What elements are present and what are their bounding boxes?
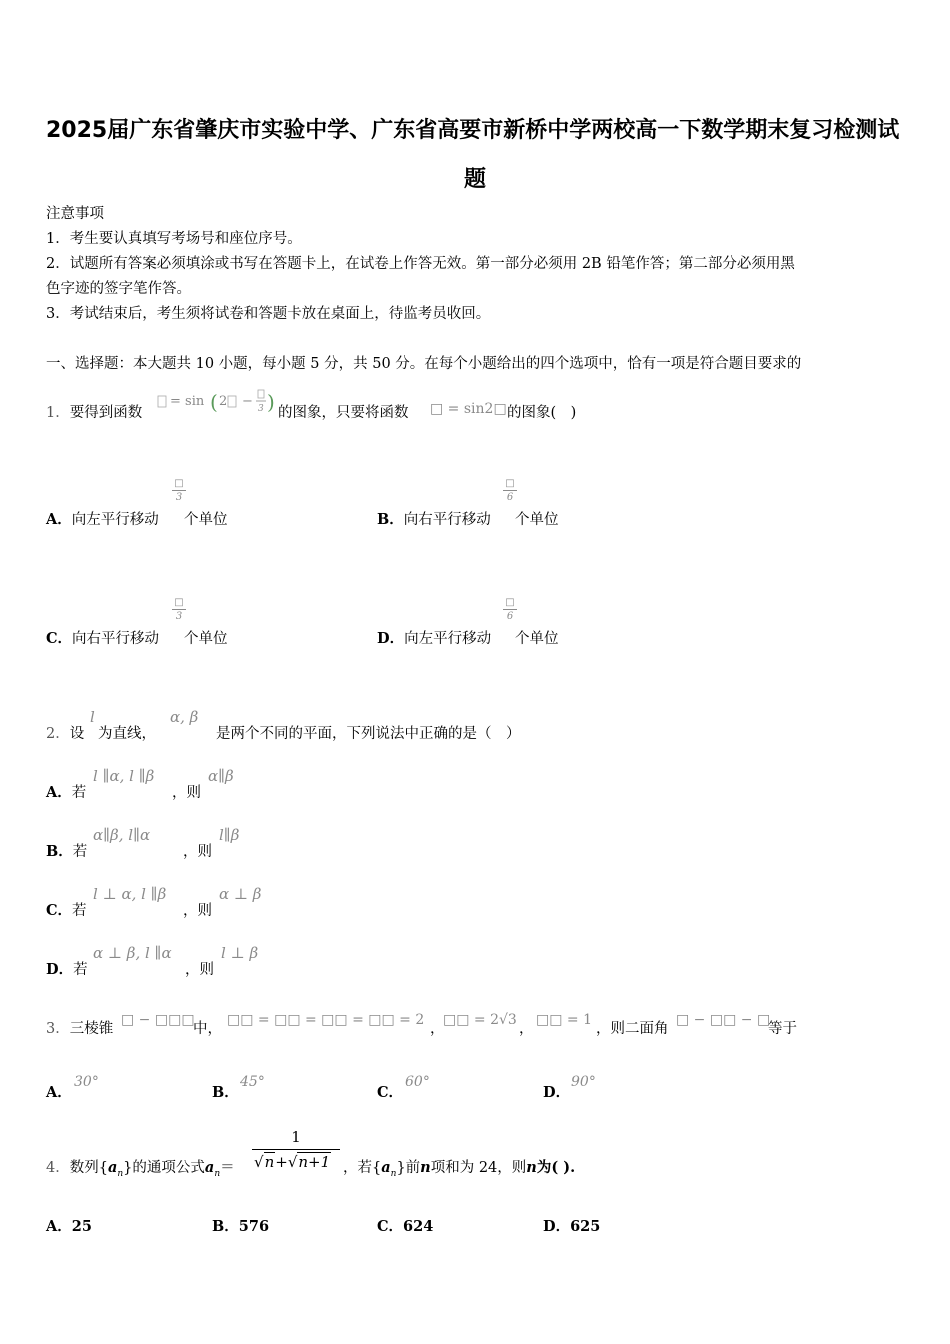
option-letter: D． xyxy=(377,630,405,647)
question-text-c: ，若$\{a_n\}$前n项和为 24，则n为( ). xyxy=(343,1159,576,1179)
math-pyramid: □ − □□□ xyxy=(121,1012,195,1028)
option-a[interactable]: A．若 xyxy=(46,784,87,801)
fraction-numerator: 1 xyxy=(291,1128,301,1146)
math-edge-2: □□ = 2√3 xyxy=(443,1012,517,1028)
svg-text:= sin: = sin xyxy=(170,394,205,409)
option-letter: C． xyxy=(46,630,73,647)
math-condition: l ∥α, l ∥β xyxy=(93,767,155,785)
question-text: 要得到函数 xyxy=(69,405,143,421)
fraction: □ 3 xyxy=(172,597,186,622)
option-a-suffix: 个单位 xyxy=(184,512,228,528)
page-title: 2025届广东省肇庆市实验中学、广东省高要市新桥中学两校高一下数学期末复习检测试 xyxy=(46,118,900,143)
option-d[interactable]: D． xyxy=(543,1084,571,1101)
math-formula-2: □ = sin2□ xyxy=(430,401,507,417)
option-b[interactable]: B． xyxy=(212,1084,239,1101)
math-condition: α ⊥ β, l ∥α xyxy=(93,944,172,962)
question-number: 3． xyxy=(46,1021,70,1037)
fraction: □ 6 xyxy=(503,478,517,503)
fraction-denominator: √n+√n+1 xyxy=(254,1153,331,1171)
option-then: ，则 xyxy=(183,903,212,919)
option-value: 45° xyxy=(240,1074,265,1090)
question-text-b: 的图象，只要将函数 xyxy=(278,405,409,421)
section-heading: 一、选择题：本大题共 10 小题，每小题 5 分，共 50 分。在每个小题给出的四个选项中，恰有一项是符合题目要求的 xyxy=(46,356,802,372)
option-b[interactable]: B．若 xyxy=(46,843,88,860)
notice-item-3: 3．考试结束后，考生须将试卷和答题卡放在桌面上，待监考员收回。 xyxy=(46,306,491,322)
question-4: 4．数列$\{a_n\}$的通项公式$a_n=$ xyxy=(46,1159,235,1179)
question-text: 设 xyxy=(69,726,85,742)
fraction: □ 3 xyxy=(172,478,186,503)
math-condition: l ⊥ α, l ∥β xyxy=(93,885,167,903)
comma: ， xyxy=(430,1021,445,1037)
question-text-c: ，则二面角 xyxy=(596,1021,669,1037)
question-1 xyxy=(46,401,142,422)
option-then: ，则 xyxy=(183,844,212,860)
option-value: 90° xyxy=(571,1074,596,1090)
svg-text:(: ( xyxy=(210,390,218,414)
option-d-suffix: 个单位 xyxy=(515,631,559,647)
option-text: 向左平行移动 xyxy=(71,512,159,528)
notice-heading: 注意事项 xyxy=(46,206,104,222)
option-text: 向右平行移动 xyxy=(403,512,491,528)
math-conclusion: l∥β xyxy=(219,826,240,844)
question-text-d: 等于 xyxy=(768,1021,797,1037)
option-b[interactable]: B．576 xyxy=(212,1218,270,1235)
question-text: 数列{ xyxy=(69,1160,108,1176)
math-dihedral: □ − □□ − □ xyxy=(676,1012,771,1028)
svg-text:3: 3 xyxy=(258,404,264,414)
option-d[interactable]: D．若 xyxy=(46,961,88,978)
option-b[interactable] xyxy=(377,508,491,529)
option-then: ，则 xyxy=(172,785,201,801)
math-equal-edges: □□ = □□ = □□ = □□ = 2 xyxy=(227,1012,425,1028)
question-text-b: 为直线， xyxy=(98,726,156,742)
option-c-suffix: 个单位 xyxy=(184,631,228,647)
svg-text:2: 2 xyxy=(219,394,228,409)
fraction-bar xyxy=(252,1149,340,1150)
option-a[interactable]: A． xyxy=(46,1084,72,1101)
question-2 xyxy=(46,722,84,743)
comma: ， xyxy=(519,1021,534,1037)
question-text-c: 的图象( ) xyxy=(507,405,577,421)
option-a[interactable]: A．25 xyxy=(46,1218,92,1235)
question-text-b: 中， xyxy=(193,1021,222,1037)
option-value: 30° xyxy=(74,1074,99,1090)
option-c[interactable]: C． xyxy=(377,1084,404,1101)
option-value: 60° xyxy=(405,1074,430,1090)
option-c[interactable]: C．若 xyxy=(46,902,87,919)
page-title-cont: 题 xyxy=(464,167,487,192)
notice-item-2-cont: 色字迹的签字笔作答。 xyxy=(46,281,191,297)
question-text: 三棱锥 xyxy=(69,1021,114,1037)
question-number: 2． xyxy=(46,726,70,742)
option-letter: A． xyxy=(46,511,72,528)
question-number: 4． xyxy=(46,1160,70,1176)
option-c[interactable] xyxy=(46,627,159,648)
math-condition: α∥β, l∥α xyxy=(93,826,151,844)
math-l: l xyxy=(90,708,95,726)
svg-text:): ) xyxy=(267,390,275,414)
option-b-suffix: 个单位 xyxy=(515,512,559,528)
option-d[interactable] xyxy=(377,627,491,648)
question-text-c: 是两个不同的平面，下列说法中正确的是（ ） xyxy=(216,726,521,742)
option-a[interactable] xyxy=(46,508,159,529)
formula-graphic xyxy=(156,388,278,418)
option-text: 向左平行移动 xyxy=(404,631,492,647)
notice-item-1: 1．考生要认真填写考场号和座位序号。 xyxy=(46,231,302,247)
math-formula xyxy=(156,388,278,418)
svg-text:−: − xyxy=(242,394,253,409)
option-then: ，则 xyxy=(185,962,214,978)
math-alpha-beta: α, β xyxy=(170,708,199,726)
notice-item-2: 2．试题所有答案必须填涂或书写在答题卡上，在试卷上作答无效。第一部分必须用 2B 铅笔作答；第二部分必须用黑 xyxy=(46,256,795,272)
option-text: 向右平行移动 xyxy=(72,631,160,647)
question-number: 1． xyxy=(46,405,70,421)
math-conclusion: l ⊥ β xyxy=(221,944,259,962)
option-c[interactable]: C．624 xyxy=(377,1218,434,1235)
option-letter: B． xyxy=(377,511,404,528)
math-edge-3: □□ = 1 xyxy=(536,1012,592,1028)
math-conclusion: α∥β xyxy=(208,767,234,785)
option-d[interactable]: D．625 xyxy=(543,1218,601,1235)
fraction: □ 6 xyxy=(503,597,517,622)
math-conclusion: α ⊥ β xyxy=(219,885,262,903)
question-3 xyxy=(46,1017,113,1038)
